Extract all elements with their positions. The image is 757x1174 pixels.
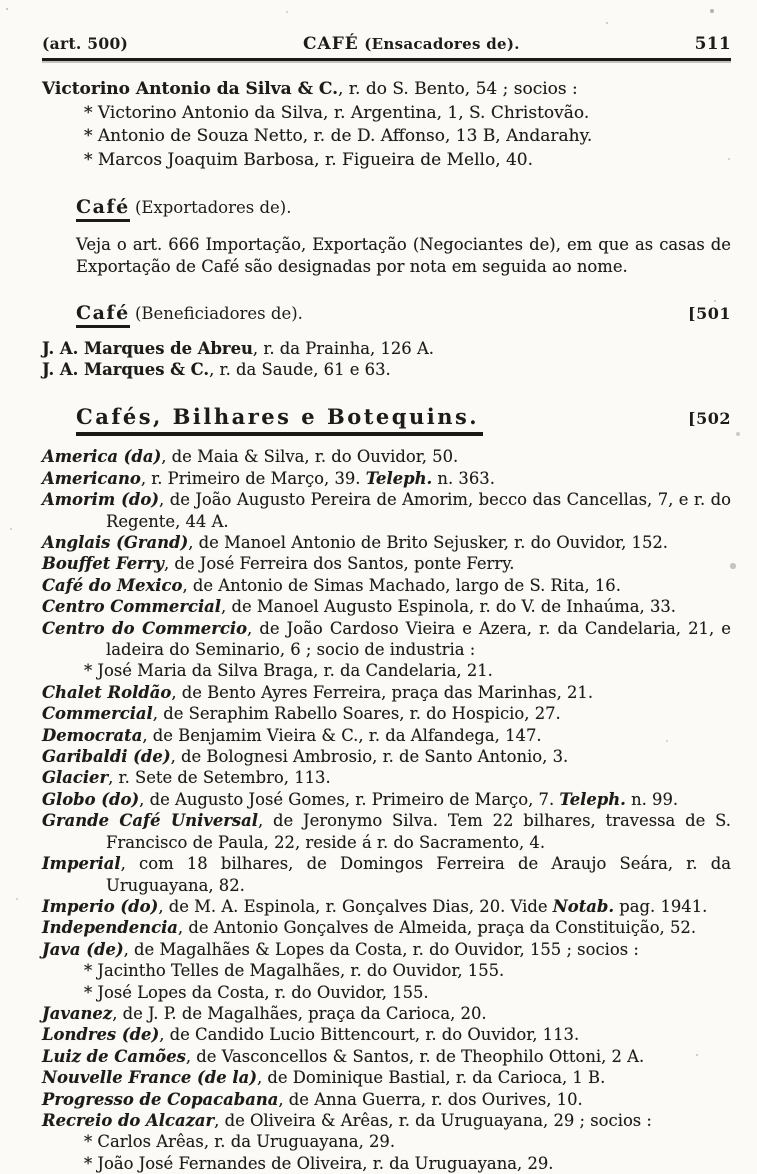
entry-name: Glacier [42, 768, 109, 788]
directory-entry [42, 78, 731, 102]
entry-detail: n. 99. [625, 789, 679, 809]
socio-entry: * Marcos Joaquim Barbosa, r. Figueira de Mello, 40. [84, 149, 534, 170]
entry-name: Amorim (do) [42, 490, 160, 510]
entry-detail: , de Antonio Gonçalves de Almeida, praça da Constituição, 52. [177, 918, 697, 938]
ensacadores-list [42, 78, 731, 172]
directory-entry [42, 1110, 731, 1131]
entry-name: Bouffet Ferry [42, 554, 164, 574]
entry-name: Commercial [42, 704, 153, 724]
page-number: 511 [694, 34, 731, 54]
entry-detail: , de Manoel Antonio de Brito Sejusker, r. do Ouvidor, 152. [188, 533, 669, 552]
directory-entry [42, 917, 731, 938]
entry-detail: , de João Cardoso Vieira e Azera, r. da Candelaria, 21, e ladeira do Seminario, 6 ; socio de industria : [106, 618, 731, 660]
section-heading-text [76, 196, 291, 222]
article-reference: (art. 500) [42, 34, 129, 53]
entry-detail: , de Manoel Augusto Espinola, r. do V. de Inhaúma, 33. [221, 597, 677, 617]
directory-entry [42, 1067, 731, 1088]
directory-entry [42, 703, 731, 724]
entry-detail: , de João Augusto Pereira de Amorim, becco das Cancellas, 7, e r. do Regente, 44 A. [106, 490, 731, 531]
section-title: Cafés, Bilhares e Botequins. [76, 404, 483, 436]
directory-entry [42, 575, 731, 596]
directory-entry [42, 618, 731, 661]
entry-name: Café do Mexico [42, 575, 183, 595]
directory-entry [42, 896, 731, 917]
article-bracket: [501 [688, 303, 731, 323]
directory-entry [42, 468, 731, 489]
entry-name: Imperio (do) [42, 896, 159, 916]
entry-detail: , de Seraphim Rabello Soares, r. do Hospicio, 27. [152, 704, 561, 724]
entry-detail: , de J. P. de Magalhães, praça da Carioca, 20. [112, 1003, 487, 1023]
entry-name: Globo (do) [42, 789, 140, 809]
directory-entry [42, 789, 731, 810]
directory-entry [42, 810, 731, 853]
socio-entry: * Carlos Arêas, r. da Uruguayana, 29. [84, 1132, 396, 1152]
directory-entry [42, 489, 731, 532]
entry-detail: , r. Primeiro de Março, 39. [140, 468, 366, 488]
entry-detail: , de Augusto José Gomes, r. Primeiro de Março, 7. [139, 789, 560, 809]
section-heading-exportadores [42, 196, 731, 222]
entry-name: Independencia [42, 918, 178, 938]
directory-entry [42, 553, 731, 574]
directory-entry [42, 1089, 731, 1110]
entry-detail: , de M. A. Espinola, r. Gonçalves Dias, 20. Vide [158, 896, 553, 916]
entry-name: J. A. Marques de Abreu [42, 338, 253, 358]
entry-name: Java (de) [42, 939, 124, 959]
entry-detail: , de Vasconcellos & Santos, r. de Theophilo Ottoni, 2 A. [185, 1046, 645, 1066]
entry-name: Imperial [42, 854, 121, 874]
entry-name: Anglais (Grand) [42, 533, 189, 552]
socio-entry: * José Lopes da Costa, r. do Ouvidor, 155. [84, 982, 429, 1002]
entry-detail: , de Oliveira & Arêas, r. da Uruguayana, 29 ; socios : [214, 1110, 652, 1130]
section-word: Café [76, 302, 130, 328]
section-word: Café [76, 196, 130, 222]
directory-entry [42, 1046, 731, 1067]
entry-name: Victorino Antonio da Silva & C. [42, 79, 338, 99]
directory-entry [42, 532, 731, 553]
entry-detail: , de Magalhães & Lopes da Costa, r. do Ouvidor, 155 ; socios : [123, 939, 639, 959]
socio-entry: * Victorino Antonio da Silva, r. Argentina, 1, S. Christovão. [84, 102, 590, 123]
entry-name: Teleph. [365, 468, 433, 488]
section-heading-beneficiadores [42, 302, 731, 328]
socio-entry: * João José Fernandes de Oliveira, r. da Uruguayana, 29. [84, 1153, 554, 1173]
entry-name: J. A. Marques & C. [42, 359, 210, 379]
entry-name: America (da) [42, 447, 162, 467]
running-header [42, 34, 731, 54]
directory-entry [42, 1003, 731, 1024]
entry-detail: pag. 1941. [614, 896, 708, 916]
entry-detail: , de Maia & Silva, r. do Ouvidor, 50. [161, 447, 459, 467]
entry-detail: , r. Sete de Setembro, 113. [108, 768, 331, 788]
entry-name: Londres (de) [42, 1025, 160, 1045]
entry-detail: , de Anna Guerra, r. dos Ourives, 10. [278, 1089, 583, 1109]
page-title-paren: (Ensacadores de). [358, 35, 520, 53]
entry-name: Recreio do Alcazar [42, 1110, 215, 1130]
cafes-bilhares-botequins-list [42, 446, 731, 1174]
section-paren: (Beneficiadores de). [129, 303, 303, 323]
socio-entry: * Antonio de Souza Netto, r. de D. Affonso, 13 B, Andarahy. [84, 126, 593, 147]
entry-name: Luiz de Camões [42, 1046, 186, 1066]
directory-entry [42, 596, 731, 617]
entry-detail: , com 18 bilhares, de Domingos Ferreira de Araujo Seára, r. da Uruguayana, 82. [106, 854, 731, 895]
entry-name: Progresso de Copacabana [42, 1089, 279, 1109]
beneficiadores-list [42, 338, 731, 381]
directory-entry [42, 767, 731, 788]
entry-name: Notab. [552, 896, 615, 916]
page-title [303, 34, 520, 54]
entry-detail: , de Benjamim Vieira & C., r. da Alfandega, 147. [142, 725, 542, 745]
entry-name: Centro Commercial [42, 597, 222, 617]
section-paren: (Exportadores de). [129, 198, 292, 218]
directory-entry [42, 359, 731, 380]
entry-name: Garibaldi (de) [42, 747, 171, 767]
article-bracket: [502 [688, 409, 731, 429]
entry-detail: , de Antonio de Simas Machado, largo de S. Rita, 16. [182, 575, 621, 595]
directory-entry [42, 746, 731, 767]
directory-entry [42, 725, 731, 746]
section-heading-cafes [42, 404, 731, 436]
entry-detail: , r. da Saude, 61 e 63. [209, 359, 391, 379]
page-title-main: CAFÉ [303, 34, 359, 54]
entry-name: Democrata [42, 725, 143, 745]
entry-detail: , de Dominique Bastial, r. da Carioca, 1 B. [256, 1068, 606, 1088]
cross-reference-note: Veja o art. 666 Importação, Exportação (Negociantes de), em que as casas de Exportação de Café são designadas por nota em seguida ao nome. [76, 235, 731, 276]
directory-entry [42, 446, 731, 467]
entry-name: Centro do Commercio [42, 618, 248, 638]
directory-entry [42, 939, 731, 960]
directory-entry [42, 338, 731, 359]
entry-detail: , de Bolognesi Ambrosio, r. de Santo Antonio, 3. [170, 747, 569, 767]
entry-detail: , de Candido Lucio Bittencourt, r. do Ouvidor, 113. [159, 1025, 580, 1045]
entry-detail: , de Jeronymo Silva. Tem 22 bilhares, travessa de S. Francisco de Paula, 22, reside á r. do Sacramento, 4. [106, 811, 732, 852]
entry-detail: , r. da Prainha, 126 A. [252, 338, 434, 358]
directory-entry [42, 853, 731, 896]
entry-name: Javanez [42, 1003, 113, 1023]
socio-entry: * José Maria da Silva Braga, r. da Candelaria, 21. [84, 661, 493, 681]
entry-detail: n. 363. [432, 468, 495, 488]
entry-name: Grande Café Universal [42, 811, 258, 831]
entry-name: Americano [42, 468, 141, 488]
entry-detail: , r. do S. Bento, 54 ; socios : [337, 79, 578, 99]
socio-entry: * Jacintho Telles de Magalhães, r. do Ouvidor, 155. [84, 961, 505, 981]
directory-entry [42, 1024, 731, 1045]
entry-name: Nouvelle France (de la) [42, 1068, 257, 1088]
entry-detail: , de Bento Ayres Ferreira, praça das Marinhas, 21. [171, 682, 594, 702]
entry-detail: , de José Ferreira dos Santos, ponte Ferry. [163, 554, 515, 574]
directory-entry [42, 682, 731, 703]
entry-name: Chalet Roldão [42, 682, 172, 702]
section-heading-text [76, 302, 303, 328]
entry-name: Teleph. [559, 789, 626, 809]
